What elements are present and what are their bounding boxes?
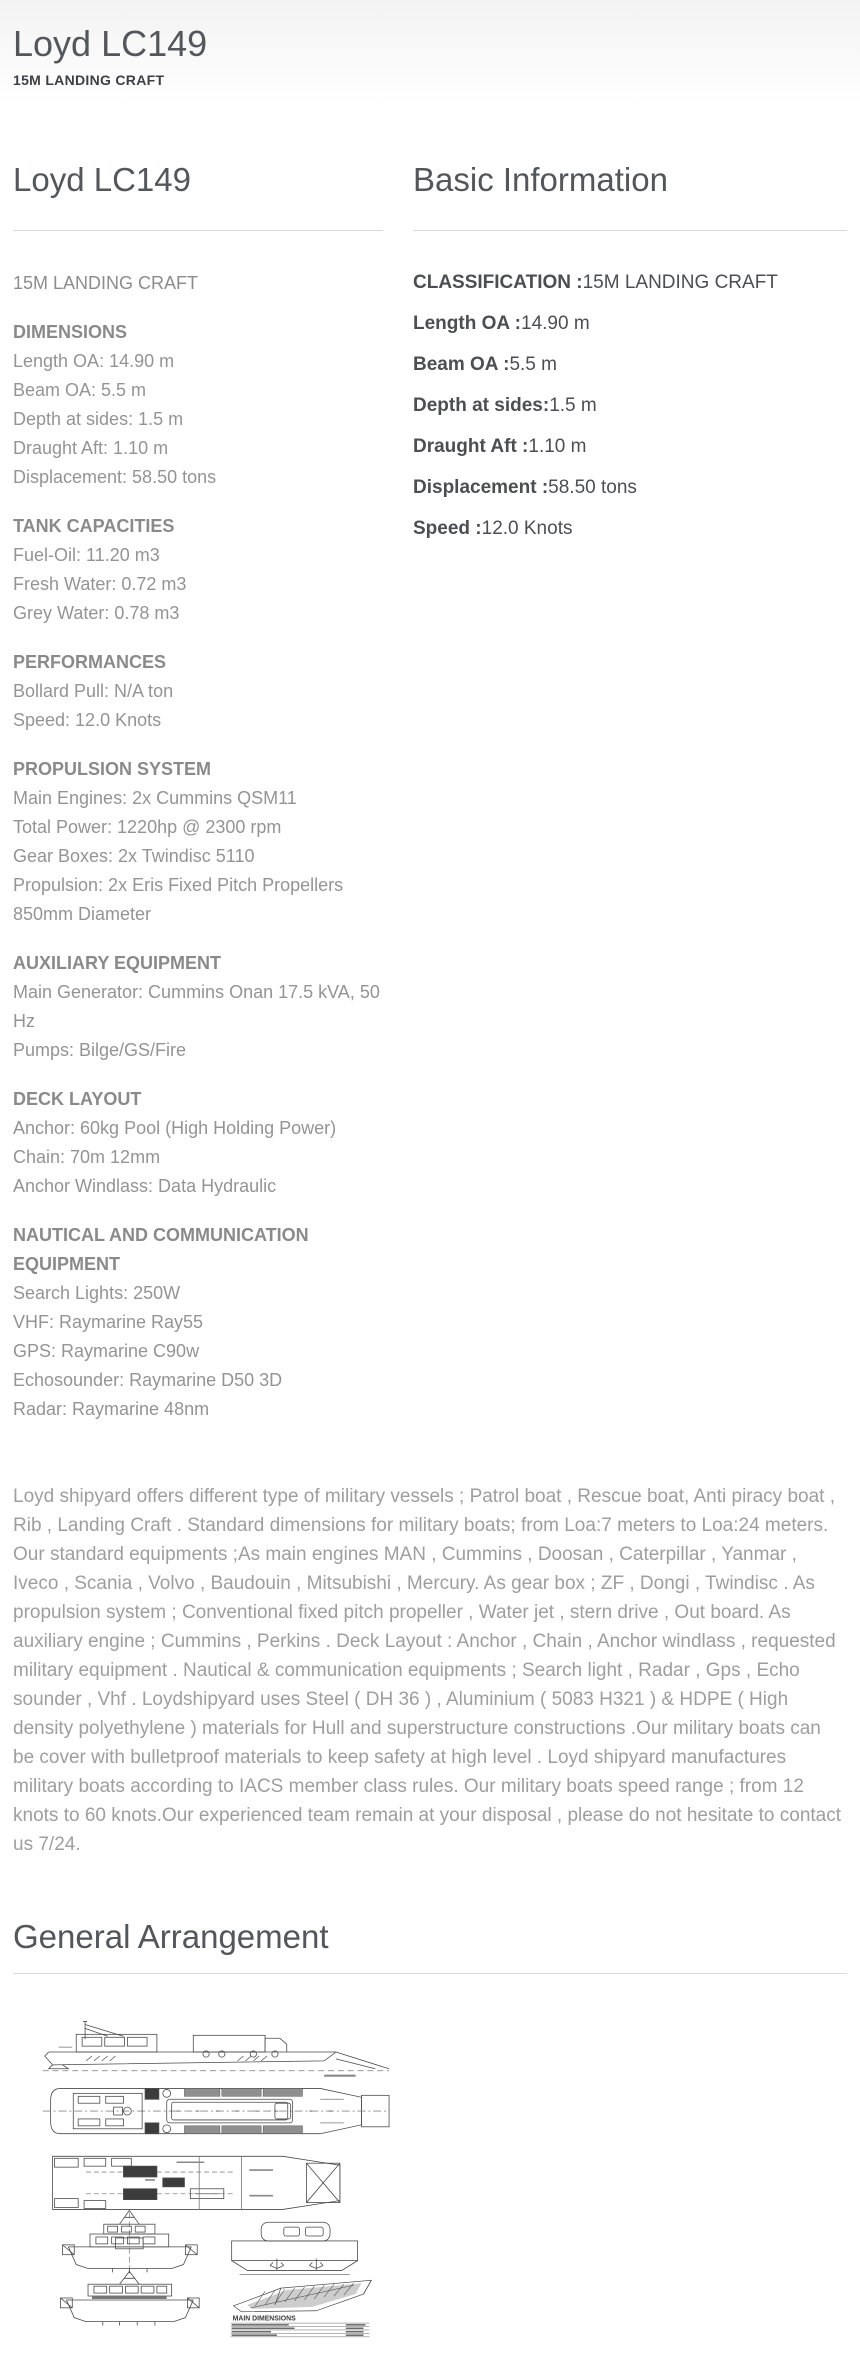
spec-section	[13, 512, 383, 628]
spec-section	[13, 755, 383, 929]
spec-item: Chain: 70m 12mm	[13, 1147, 161, 1167]
basic-info-value: 15M LANDING CRAFT	[582, 272, 778, 293]
left-column-heading: Loyd LC149	[13, 160, 383, 231]
basic-info-row	[413, 314, 847, 333]
spec-section-title: PROPULSION SYSTEM	[13, 759, 212, 779]
basic-info-value: 58.50 tons	[548, 477, 637, 498]
page-title: Loyd LC149	[13, 23, 208, 64]
main-dimensions-title: MAIN DIMENSIONS	[232, 2315, 296, 2323]
main-dimensions-table	[231, 2316, 370, 2337]
spec-item: Grey Water: 0.78 m3	[13, 603, 180, 623]
spec-section	[13, 648, 383, 735]
spec-item: Total Power: 1220hp @ 2300 rpm	[13, 817, 282, 837]
spec-section	[13, 1221, 383, 1424]
spec-sections	[13, 318, 383, 1424]
spec-columns	[13, 160, 847, 1424]
spec-section-title: TANK CAPACITIES	[13, 516, 175, 536]
spec-item: Displacement: 58.50 tons	[13, 467, 217, 487]
basic-info-label: Displacement :	[413, 477, 549, 498]
basic-info-row	[413, 437, 847, 456]
spec-section-title: DECK LAYOUT	[13, 1089, 142, 1109]
lower-deck-plan-view	[53, 2156, 340, 2209]
page-header	[0, 0, 860, 106]
spec-item: Pumps: Bilge/GS/Fire	[13, 1040, 187, 1060]
spec-item: Radar: Raymarine 48nm	[13, 1399, 210, 1419]
basic-info-label: Speed :	[413, 518, 482, 539]
basic-info-value: 5.5 m	[509, 354, 557, 375]
spec-section	[13, 1085, 383, 1201]
basic-info-label: Draught Aft :	[413, 436, 529, 457]
spec-item: Anchor Windlass: Data Hydraulic	[13, 1176, 277, 1196]
spec-section	[13, 949, 383, 1065]
spec-section-title: PERFORMANCES	[13, 652, 167, 672]
basic-info-value: 1.10 m	[528, 436, 587, 457]
basic-info-row	[413, 355, 847, 374]
main-content	[0, 160, 860, 2347]
basic-info-heading: Basic Information	[413, 160, 847, 231]
basic-info-row	[413, 273, 847, 292]
spec-item: VHF: Raymarine Ray55	[13, 1312, 204, 1332]
spec-item: Search Lights: 250W	[13, 1283, 181, 1303]
basic-info-label: CLASSIFICATION :	[413, 272, 583, 293]
basic-info-label: Length OA :	[413, 313, 521, 334]
right-column	[413, 160, 847, 1424]
spec-item: GPS: Raymarine C90w	[13, 1341, 200, 1361]
spec-item: Main Engines: 2x Cummins QSM11	[13, 788, 297, 808]
general-arrangement-heading: General Arrangement	[13, 1917, 847, 1974]
spec-item: Gear Boxes: 2x Twindisc 5110	[13, 846, 255, 866]
isometric-hull-view	[234, 2280, 372, 2311]
left-column	[13, 160, 383, 1424]
basic-info-value: 14.90 m	[521, 313, 590, 334]
basic-info-list	[413, 273, 847, 538]
spec-item: Anchor: 60kg Pool (High Holding Power)	[13, 1118, 337, 1138]
spec-section	[13, 318, 383, 492]
general-arrangement-svg	[29, 2010, 393, 2342]
spec-item: Echosounder: Raymarine D50 3D	[13, 1370, 283, 1390]
spec-item: Draught Aft: 1.10 m	[13, 438, 169, 458]
general-arrangement-drawing	[29, 2010, 847, 2347]
basic-info-value: 12.0 Knots	[481, 518, 573, 539]
spec-item: Beam OA: 5.5 m	[13, 380, 147, 400]
spec-item: Length OA: 14.90 m	[13, 351, 175, 371]
spec-item: Fuel-Oil: 11.20 m3	[13, 545, 160, 565]
spec-item: Propulsion: 2x Eris Fixed Pitch Propellers 850mm Diameter	[13, 875, 344, 924]
basic-info-row	[413, 519, 847, 538]
basic-info-label: Beam OA :	[413, 354, 510, 375]
spec-item: Depth at sides: 1.5 m	[13, 409, 184, 429]
basic-info-row	[413, 478, 847, 497]
basic-info-label: Depth at sides:	[413, 395, 550, 416]
spec-item: Bollard Pull: N/A ton	[13, 681, 174, 701]
spec-item: Fresh Water: 0.72 m3	[13, 574, 187, 594]
section-views	[60, 2210, 357, 2325]
basic-info-value: 1.5 m	[549, 395, 597, 416]
spec-item: Speed: 12.0 Knots	[13, 710, 162, 730]
spec-section-title: DIMENSIONS	[13, 322, 128, 342]
spec-section-title: AUXILIARY EQUIPMENT	[13, 953, 222, 973]
basic-info-row	[413, 396, 847, 415]
profile-view	[43, 2022, 389, 2076]
spec-section-title: NAUTICAL AND COMMUNICATION EQUIPMENT	[13, 1225, 309, 1274]
shipyard-description: Loyd shipyard offers different type of military vessels ; Patrol boat , Rescue boat, Anti piracy boat , Rib , Landing Craft . Standard dimensions for military boats; from Loa:7 meters to Loa:24 meters. Our standard equipments ;As main engines MAN , Cummins , Doosan , Caterpillar , Yanmar , Iveco , Scania , Volvo , Baudouin , Mitsubishi , Mercury. As gear box ; ZF , Dongi , Twindisc . As propulsion system ; Conventional fixed pitch propeller , Water jet , stern drive , Out board. As auxiliary engine ; Cummins , Perkins . Deck Layout : Anchor , Chain , Anchor windlass , requested military equipment . Nautical & communication equipments ; Search light , Radar , Gps , Echo sounder , Vhf . Loydshipyard uses Steel ( DH 36 ) , Aluminium ( 5083 H321 ) & HDPE ( High density polyethylene ) materials for Hull and superstructure constructions .Our military boats can be cover with bulletproof materials to keep safety at high level . Loyd shipyard manufactures military boats according to IACS member class rules. Our military boats speed range ; from 12 knots to 60 knots.Our experienced team remain at your disposal , please do not hesitate to contact us 7/24.	[13, 1486, 842, 1855]
spec-item: Main Generator: Cummins Onan 17.5 kVA, 50 Hz	[13, 982, 380, 1031]
deck-plan-view	[43, 2088, 389, 2133]
left-column-intro: 15M LANDING CRAFT	[13, 273, 199, 293]
page-subtitle: 15M LANDING CRAFT	[13, 72, 165, 88]
